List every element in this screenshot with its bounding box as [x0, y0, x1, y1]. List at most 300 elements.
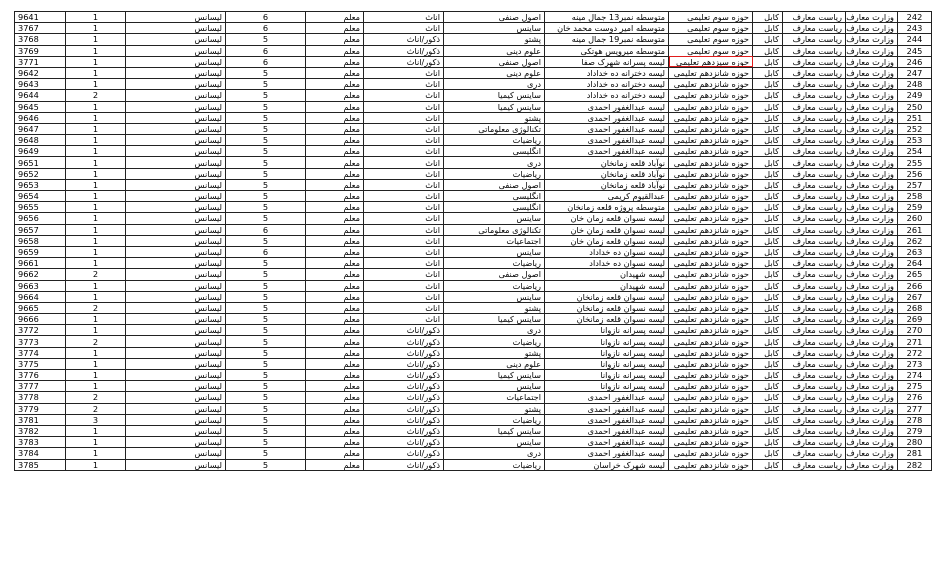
cell-gender[interactable]: اناث: [364, 246, 444, 257]
cell-row[interactable]: 259: [898, 202, 932, 213]
cell-district[interactable]: حوزه شانزدهم تعلیمی: [669, 370, 753, 381]
cell-degree[interactable]: لیسانس: [126, 325, 226, 336]
cell-school[interactable]: نوآباد قلعه زمانخان: [545, 179, 669, 190]
cell-ministry[interactable]: وزارت معارف: [846, 191, 898, 202]
cell-position[interactable]: معلم: [306, 280, 364, 291]
cell-position[interactable]: معلم: [306, 202, 364, 213]
cell-gender[interactable]: ذکور/اناث: [364, 425, 444, 436]
cell-subject[interactable]: انگلیسی: [444, 191, 545, 202]
cell-ministry[interactable]: وزارت معارف: [846, 381, 898, 392]
cell-gender[interactable]: ذکور/اناث: [364, 392, 444, 403]
cell-code[interactable]: 9657: [15, 224, 66, 235]
cell-city[interactable]: کابل: [753, 112, 783, 123]
cell-position[interactable]: معلم: [306, 191, 364, 202]
cell-school[interactable]: لیسه عبدالغفور احمدی: [545, 437, 669, 448]
cell-gender[interactable]: اناث: [364, 146, 444, 157]
cell-code[interactable]: 3785: [15, 459, 66, 470]
cell-ministry[interactable]: وزارت معارف: [846, 280, 898, 291]
cell-position[interactable]: معلم: [306, 168, 364, 179]
cell-grade[interactable]: 5: [226, 112, 306, 123]
cell-ministry[interactable]: وزارت معارف: [846, 179, 898, 190]
cell-gender[interactable]: اناث: [364, 12, 444, 23]
cell-school[interactable]: لیسه عبدالغفور احمدی: [545, 414, 669, 425]
cell-grade[interactable]: 5: [226, 269, 306, 280]
cell-degree[interactable]: لیسانس: [126, 291, 226, 302]
cell-code[interactable]: 3782: [15, 425, 66, 436]
cell-city[interactable]: کابل: [753, 79, 783, 90]
cell-grade[interactable]: 5: [226, 168, 306, 179]
cell-school[interactable]: لیسه پسرانه شهرک صفا: [545, 56, 669, 67]
cell-row[interactable]: 260: [898, 213, 932, 224]
cell-city[interactable]: کابل: [753, 56, 783, 67]
cell-subject[interactable]: ساینس کیمیا: [444, 370, 545, 381]
cell-district[interactable]: حوزه شانزدهم تعلیمی: [669, 79, 753, 90]
cell-code[interactable]: 9662: [15, 269, 66, 280]
cell-row[interactable]: 280: [898, 437, 932, 448]
cell-ministry[interactable]: وزارت معارف: [846, 168, 898, 179]
cell-position[interactable]: معلم: [306, 23, 364, 34]
cell-count[interactable]: 1: [66, 370, 126, 381]
cell-code[interactable]: 9642: [15, 67, 66, 78]
cell-position[interactable]: معلم: [306, 437, 364, 448]
cell-degree[interactable]: لیسانس: [126, 123, 226, 134]
cell-gender[interactable]: اناث: [364, 135, 444, 146]
cell-school[interactable]: لیسه پسرانه نازوانا: [545, 381, 669, 392]
cell-code[interactable]: 9659: [15, 246, 66, 257]
cell-city[interactable]: کابل: [753, 12, 783, 23]
cell-province[interactable]: ریاست معارف: [783, 302, 846, 313]
cell-province[interactable]: ریاست معارف: [783, 79, 846, 90]
cell-province[interactable]: ریاست معارف: [783, 459, 846, 470]
cell-gender[interactable]: ذکور/اناث: [364, 347, 444, 358]
cell-school[interactable]: متوسطه میرویس هوتکی: [545, 45, 669, 56]
cell-city[interactable]: کابل: [753, 448, 783, 459]
cell-code[interactable]: 9666: [15, 314, 66, 325]
cell-row[interactable]: 257: [898, 179, 932, 190]
cell-count[interactable]: 2: [66, 302, 126, 313]
cell-row[interactable]: 253: [898, 135, 932, 146]
cell-subject[interactable]: ساینس: [444, 246, 545, 257]
cell-position[interactable]: معلم: [306, 179, 364, 190]
cell-row[interactable]: 278: [898, 414, 932, 425]
cell-gender[interactable]: اناث: [364, 168, 444, 179]
cell-code[interactable]: 3784: [15, 448, 66, 459]
cell-grade[interactable]: 5: [226, 291, 306, 302]
cell-gender[interactable]: ذکور/اناث: [364, 381, 444, 392]
cell-province[interactable]: ریاست معارف: [783, 403, 846, 414]
cell-province[interactable]: ریاست معارف: [783, 224, 846, 235]
cell-province[interactable]: ریاست معارف: [783, 191, 846, 202]
cell-district[interactable]: حوزه شانزدهم تعلیمی: [669, 347, 753, 358]
cell-code[interactable]: 9658: [15, 235, 66, 246]
cell-degree[interactable]: لیسانس: [126, 34, 226, 45]
cell-district[interactable]: حوزه شانزدهم تعلیمی: [669, 291, 753, 302]
cell-province[interactable]: ریاست معارف: [783, 448, 846, 459]
cell-subject[interactable]: تکنالوژی معلوماتی: [444, 123, 545, 134]
cell-degree[interactable]: لیسانس: [126, 403, 226, 414]
cell-school[interactable]: متوسطه نمبر19 جمال مینه: [545, 34, 669, 45]
cell-degree[interactable]: لیسانس: [126, 45, 226, 56]
cell-count[interactable]: 1: [66, 23, 126, 34]
cell-city[interactable]: کابل: [753, 67, 783, 78]
cell-district[interactable]: حوزه شانزدهم تعلیمی: [669, 403, 753, 414]
cell-count[interactable]: 1: [66, 146, 126, 157]
cell-province[interactable]: ریاست معارف: [783, 202, 846, 213]
cell-position[interactable]: معلم: [306, 269, 364, 280]
cell-province[interactable]: ریاست معارف: [783, 437, 846, 448]
cell-province[interactable]: ریاست معارف: [783, 45, 846, 56]
cell-province[interactable]: ریاست معارف: [783, 34, 846, 45]
cell-count[interactable]: 1: [66, 448, 126, 459]
cell-school[interactable]: لیسه نسوان ده خداداد: [545, 258, 669, 269]
cell-district[interactable]: حوزه شانزدهم تعلیمی: [669, 414, 753, 425]
cell-district[interactable]: حوزه شانزدهم تعلیمی: [669, 235, 753, 246]
cell-province[interactable]: ریاست معارف: [783, 168, 846, 179]
cell-position[interactable]: معلم: [306, 157, 364, 168]
cell-district[interactable]: حوزه شانزدهم تعلیمی: [669, 336, 753, 347]
cell-city[interactable]: کابل: [753, 235, 783, 246]
cell-city[interactable]: کابل: [753, 314, 783, 325]
cell-ministry[interactable]: وزارت معارف: [846, 314, 898, 325]
cell-city[interactable]: کابل: [753, 403, 783, 414]
cell-row[interactable]: 282: [898, 459, 932, 470]
cell-ministry[interactable]: وزارت معارف: [846, 12, 898, 23]
cell-ministry[interactable]: وزارت معارف: [846, 202, 898, 213]
cell-province[interactable]: ریاست معارف: [783, 258, 846, 269]
cell-subject[interactable]: علوم دینی: [444, 45, 545, 56]
cell-ministry[interactable]: وزارت معارف: [846, 370, 898, 381]
cell-code[interactable]: 9653: [15, 179, 66, 190]
cell-position[interactable]: معلم: [306, 425, 364, 436]
cell-row[interactable]: 265: [898, 269, 932, 280]
cell-gender[interactable]: ذکور/اناث: [364, 414, 444, 425]
cell-school[interactable]: لیسه عبدالغفور احمدی: [545, 448, 669, 459]
cell-row[interactable]: 279: [898, 425, 932, 436]
cell-ministry[interactable]: وزارت معارف: [846, 23, 898, 34]
cell-subject[interactable]: پشتو: [444, 112, 545, 123]
cell-subject[interactable]: انگلیسی: [444, 146, 545, 157]
cell-district[interactable]: حوزه شانزدهم تعلیمی: [669, 459, 753, 470]
cell-ministry[interactable]: وزارت معارف: [846, 246, 898, 257]
cell-city[interactable]: کابل: [753, 425, 783, 436]
cell-city[interactable]: کابل: [753, 325, 783, 336]
cell-count[interactable]: 1: [66, 437, 126, 448]
cell-gender[interactable]: ذکور/اناث: [364, 459, 444, 470]
cell-city[interactable]: کابل: [753, 135, 783, 146]
cell-row[interactable]: 262: [898, 235, 932, 246]
cell-district[interactable]: حوزه شانزدهم تعلیمی: [669, 280, 753, 291]
cell-city[interactable]: کابل: [753, 23, 783, 34]
cell-province[interactable]: ریاست معارف: [783, 347, 846, 358]
cell-row[interactable]: 267: [898, 291, 932, 302]
cell-count[interactable]: 1: [66, 347, 126, 358]
cell-count[interactable]: 2: [66, 269, 126, 280]
cell-school[interactable]: لیسه نسوان قلعه زمان خان: [545, 213, 669, 224]
cell-province[interactable]: ریاست معارف: [783, 101, 846, 112]
cell-count[interactable]: 1: [66, 291, 126, 302]
cell-gender[interactable]: ذکور/اناث: [364, 56, 444, 67]
cell-row[interactable]: 281: [898, 448, 932, 459]
cell-grade[interactable]: 6: [226, 23, 306, 34]
cell-position[interactable]: معلم: [306, 448, 364, 459]
cell-subject[interactable]: ساینس: [444, 437, 545, 448]
cell-school[interactable]: لیسه نسوان قلعه زمان خان: [545, 235, 669, 246]
cell-district[interactable]: حوزه سیزدهم تعلیمی: [669, 56, 753, 67]
cell-city[interactable]: کابل: [753, 45, 783, 56]
cell-gender[interactable]: اناث: [364, 157, 444, 168]
cell-district[interactable]: حوزه شانزدهم تعلیمی: [669, 157, 753, 168]
cell-gender[interactable]: اناث: [364, 67, 444, 78]
cell-position[interactable]: معلم: [306, 112, 364, 123]
cell-school[interactable]: لیسه دخترانه ده خداداد: [545, 79, 669, 90]
cell-subject[interactable]: دری: [444, 325, 545, 336]
cell-grade[interactable]: 5: [226, 280, 306, 291]
cell-subject[interactable]: ریاضیات: [444, 135, 545, 146]
cell-ministry[interactable]: وزارت معارف: [846, 325, 898, 336]
cell-degree[interactable]: لیسانس: [126, 459, 226, 470]
cell-count[interactable]: 1: [66, 157, 126, 168]
cell-degree[interactable]: لیسانس: [126, 56, 226, 67]
cell-grade[interactable]: 5: [226, 135, 306, 146]
cell-subject[interactable]: اجتماعیات: [444, 235, 545, 246]
cell-province[interactable]: ریاست معارف: [783, 112, 846, 123]
cell-row[interactable]: 273: [898, 358, 932, 369]
cell-count[interactable]: 1: [66, 191, 126, 202]
cell-subject[interactable]: اصول صنفی: [444, 56, 545, 67]
cell-school[interactable]: متوسطه امیر دوست محمد خان: [545, 23, 669, 34]
cell-school[interactable]: لیسه عبدالغفور احمدی: [545, 425, 669, 436]
cell-grade[interactable]: 5: [226, 425, 306, 436]
cell-grade[interactable]: 5: [226, 191, 306, 202]
cell-row[interactable]: 248: [898, 79, 932, 90]
cell-degree[interactable]: لیسانس: [126, 448, 226, 459]
cell-district[interactable]: حوزه شانزدهم تعلیمی: [669, 67, 753, 78]
cell-ministry[interactable]: وزارت معارف: [846, 45, 898, 56]
cell-row[interactable]: 256: [898, 168, 932, 179]
cell-school[interactable]: لیسه عبدالغفور احمدی: [545, 112, 669, 123]
cell-subject[interactable]: دری: [444, 79, 545, 90]
cell-school[interactable]: لیسه نسوان قلعه زمان خان: [545, 224, 669, 235]
cell-province[interactable]: ریاست معارف: [783, 336, 846, 347]
cell-subject[interactable]: ریاضیات: [444, 258, 545, 269]
cell-school[interactable]: متوسطه پروژه قلعه زمانخان: [545, 202, 669, 213]
cell-school[interactable]: نوآباد قلعه زمانخان: [545, 157, 669, 168]
cell-district[interactable]: حوزه شانزدهم تعلیمی: [669, 202, 753, 213]
cell-district[interactable]: حوزه شانزدهم تعلیمی: [669, 448, 753, 459]
cell-row[interactable]: 247: [898, 67, 932, 78]
cell-city[interactable]: کابل: [753, 34, 783, 45]
cell-district[interactable]: حوزه شانزدهم تعلیمی: [669, 314, 753, 325]
cell-row[interactable]: 272: [898, 347, 932, 358]
cell-ministry[interactable]: وزارت معارف: [846, 135, 898, 146]
cell-position[interactable]: معلم: [306, 414, 364, 425]
cell-province[interactable]: ریاست معارف: [783, 392, 846, 403]
cell-row[interactable]: 250: [898, 101, 932, 112]
cell-grade[interactable]: 5: [226, 79, 306, 90]
cell-position[interactable]: معلم: [306, 67, 364, 78]
cell-degree[interactable]: لیسانس: [126, 146, 226, 157]
cell-city[interactable]: کابل: [753, 347, 783, 358]
cell-count[interactable]: 1: [66, 45, 126, 56]
cell-grade[interactable]: 5: [226, 370, 306, 381]
cell-position[interactable]: معلم: [306, 370, 364, 381]
cell-count[interactable]: 1: [66, 235, 126, 246]
cell-ministry[interactable]: وزارت معارف: [846, 291, 898, 302]
cell-school[interactable]: لیسه نسوان قلعه زمانخان: [545, 291, 669, 302]
cell-degree[interactable]: لیسانس: [126, 202, 226, 213]
cell-degree[interactable]: لیسانس: [126, 67, 226, 78]
cell-code[interactable]: 9664: [15, 291, 66, 302]
cell-ministry[interactable]: وزارت معارف: [846, 235, 898, 246]
cell-city[interactable]: کابل: [753, 157, 783, 168]
cell-position[interactable]: معلم: [306, 392, 364, 403]
cell-degree[interactable]: لیسانس: [126, 168, 226, 179]
cell-gender[interactable]: ذکور/اناث: [364, 370, 444, 381]
cell-subject[interactable]: ساینس کیمیا: [444, 425, 545, 436]
cell-school[interactable]: لیسه عبدالغفور احمدی: [545, 392, 669, 403]
cell-gender[interactable]: اناث: [364, 258, 444, 269]
cell-subject[interactable]: ریاضیات: [444, 336, 545, 347]
cell-city[interactable]: کابل: [753, 90, 783, 101]
cell-degree[interactable]: لیسانس: [126, 191, 226, 202]
cell-count[interactable]: 2: [66, 403, 126, 414]
cell-province[interactable]: ریاست معارف: [783, 67, 846, 78]
cell-subject[interactable]: ساینس کیمیا: [444, 314, 545, 325]
cell-school[interactable]: لیسه پسرانه نازوانا: [545, 336, 669, 347]
cell-row[interactable]: 274: [898, 370, 932, 381]
cell-district[interactable]: حوزه شانزدهم تعلیمی: [669, 325, 753, 336]
cell-count[interactable]: 1: [66, 459, 126, 470]
cell-subject[interactable]: اصول صنفی: [444, 12, 545, 23]
cell-ministry[interactable]: وزارت معارف: [846, 79, 898, 90]
cell-grade[interactable]: 5: [226, 314, 306, 325]
cell-city[interactable]: کابل: [753, 179, 783, 190]
cell-city[interactable]: کابل: [753, 370, 783, 381]
cell-ministry[interactable]: وزارت معارف: [846, 123, 898, 134]
cell-province[interactable]: ریاست معارف: [783, 381, 846, 392]
cell-school[interactable]: عبدالقیوم کریمی: [545, 191, 669, 202]
cell-position[interactable]: معلم: [306, 213, 364, 224]
cell-row[interactable]: 270: [898, 325, 932, 336]
cell-province[interactable]: ریاست معارف: [783, 90, 846, 101]
cell-grade[interactable]: 5: [226, 459, 306, 470]
cell-row[interactable]: 268: [898, 302, 932, 313]
cell-count[interactable]: 1: [66, 425, 126, 436]
cell-gender[interactable]: اناث: [364, 280, 444, 291]
cell-gender[interactable]: ذکور/اناث: [364, 325, 444, 336]
cell-district[interactable]: حوزه سوم تعلیمی: [669, 45, 753, 56]
cell-row[interactable]: 251: [898, 112, 932, 123]
cell-subject[interactable]: پشتو: [444, 34, 545, 45]
cell-school[interactable]: لیسه شهرک خراسان: [545, 459, 669, 470]
cell-subject[interactable]: انگلیسی: [444, 202, 545, 213]
cell-code[interactable]: 3778: [15, 392, 66, 403]
cell-degree[interactable]: لیسانس: [126, 79, 226, 90]
cell-ministry[interactable]: وزارت معارف: [846, 336, 898, 347]
cell-ministry[interactable]: وزارت معارف: [846, 258, 898, 269]
cell-position[interactable]: معلم: [306, 336, 364, 347]
cell-gender[interactable]: اناث: [364, 291, 444, 302]
cell-district[interactable]: حوزه شانزدهم تعلیمی: [669, 392, 753, 403]
cell-row[interactable]: 244: [898, 34, 932, 45]
cell-grade[interactable]: 5: [226, 213, 306, 224]
cell-city[interactable]: کابل: [753, 202, 783, 213]
cell-degree[interactable]: لیسانس: [126, 336, 226, 347]
cell-subject[interactable]: ریاضیات: [444, 459, 545, 470]
cell-gender[interactable]: اناث: [364, 213, 444, 224]
cell-district[interactable]: حوزه شانزدهم تعلیمی: [669, 437, 753, 448]
cell-province[interactable]: ریاست معارف: [783, 314, 846, 325]
cell-code[interactable]: 3772: [15, 325, 66, 336]
cell-code[interactable]: 9643: [15, 79, 66, 90]
cell-grade[interactable]: 6: [226, 45, 306, 56]
cell-row[interactable]: 243: [898, 23, 932, 34]
cell-code[interactable]: 9646: [15, 112, 66, 123]
cell-gender[interactable]: اناث: [364, 314, 444, 325]
cell-count[interactable]: 1: [66, 168, 126, 179]
cell-school[interactable]: نوآباد قلعه زمانخان: [545, 168, 669, 179]
cell-grade[interactable]: 6: [226, 246, 306, 257]
cell-city[interactable]: کابل: [753, 280, 783, 291]
cell-degree[interactable]: لیسانس: [126, 347, 226, 358]
cell-code[interactable]: 3774: [15, 347, 66, 358]
cell-code[interactable]: 9644: [15, 90, 66, 101]
cell-count[interactable]: 2: [66, 90, 126, 101]
cell-code[interactable]: 3768: [15, 34, 66, 45]
cell-grade[interactable]: 6: [226, 56, 306, 67]
cell-degree[interactable]: لیسانس: [126, 90, 226, 101]
cell-subject[interactable]: ریاضیات: [444, 280, 545, 291]
cell-position[interactable]: معلم: [306, 314, 364, 325]
cell-school[interactable]: لیسه عبدالغفور احمدی: [545, 403, 669, 414]
cell-city[interactable]: کابل: [753, 358, 783, 369]
cell-district[interactable]: حوزه شانزدهم تعلیمی: [669, 269, 753, 280]
cell-degree[interactable]: لیسانس: [126, 23, 226, 34]
cell-grade[interactable]: 5: [226, 146, 306, 157]
cell-row[interactable]: 266: [898, 280, 932, 291]
cell-subject[interactable]: دری: [444, 448, 545, 459]
cell-degree[interactable]: لیسانس: [126, 157, 226, 168]
cell-degree[interactable]: لیسانس: [126, 425, 226, 436]
cell-degree[interactable]: لیسانس: [126, 101, 226, 112]
cell-city[interactable]: کابل: [753, 392, 783, 403]
cell-position[interactable]: معلم: [306, 123, 364, 134]
cell-city[interactable]: کابل: [753, 101, 783, 112]
cell-code[interactable]: 3783: [15, 437, 66, 448]
cell-grade[interactable]: 5: [226, 34, 306, 45]
cell-grade[interactable]: 5: [226, 101, 306, 112]
cell-position[interactable]: معلم: [306, 34, 364, 45]
cell-ministry[interactable]: وزارت معارف: [846, 414, 898, 425]
cell-city[interactable]: کابل: [753, 123, 783, 134]
cell-degree[interactable]: لیسانس: [126, 269, 226, 280]
cell-row[interactable]: 252: [898, 123, 932, 134]
cell-row[interactable]: 263: [898, 246, 932, 257]
cell-city[interactable]: کابل: [753, 437, 783, 448]
cell-province[interactable]: ریاست معارف: [783, 157, 846, 168]
cell-province[interactable]: ریاست معارف: [783, 146, 846, 157]
cell-subject[interactable]: پشتو: [444, 403, 545, 414]
cell-count[interactable]: 1: [66, 56, 126, 67]
cell-grade[interactable]: 5: [226, 403, 306, 414]
cell-district[interactable]: حوزه شانزدهم تعلیمی: [669, 135, 753, 146]
cell-school[interactable]: لیسه عبدالغفور احمدی: [545, 135, 669, 146]
cell-district[interactable]: حوزه شانزدهم تعلیمی: [669, 179, 753, 190]
cell-gender[interactable]: ذکور/اناث: [364, 336, 444, 347]
cell-row[interactable]: 254: [898, 146, 932, 157]
cell-row[interactable]: 271: [898, 336, 932, 347]
cell-row[interactable]: 277: [898, 403, 932, 414]
